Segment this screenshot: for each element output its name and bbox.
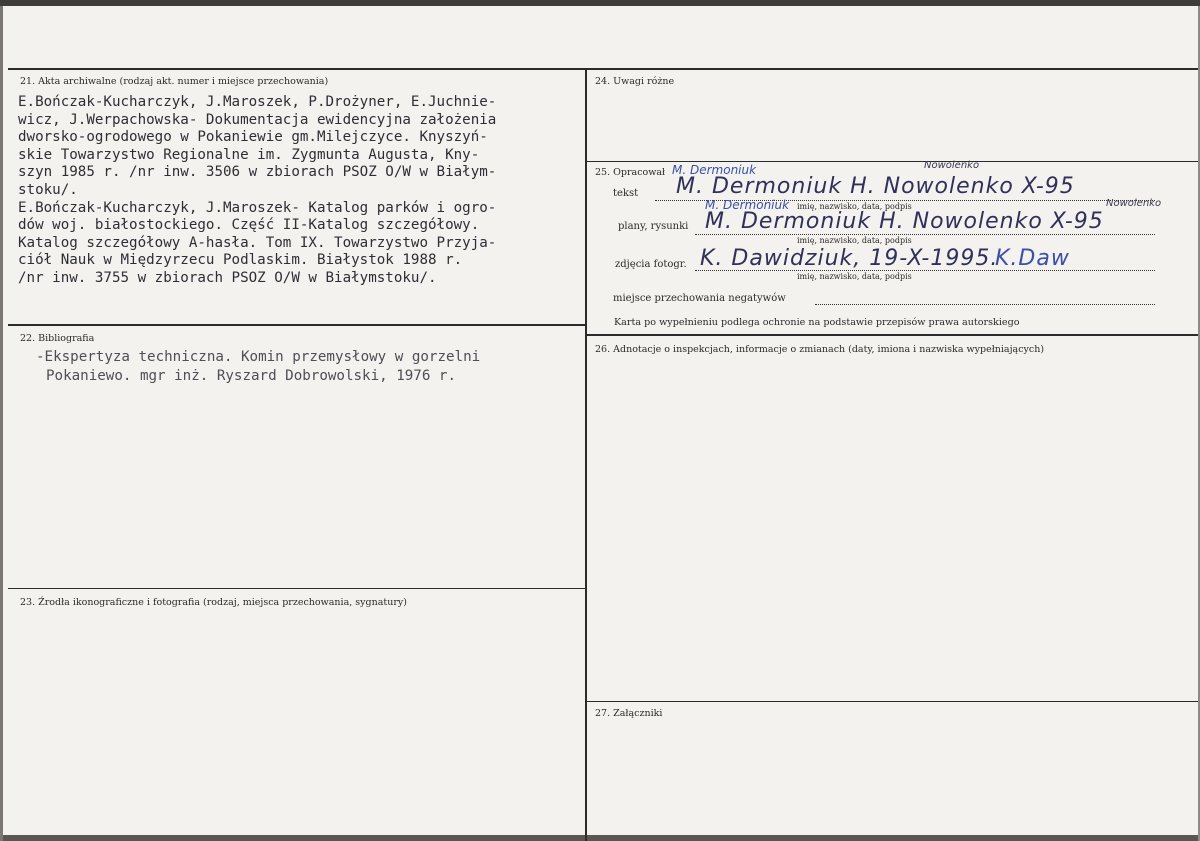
tekst-label: tekst [613,188,639,199]
zdjecia-handwriting: K. Dawidziuk, 19-X-1995. [700,246,999,271]
zdjecia-dotted-line [695,270,1155,271]
section-21-line: wicz, J.Werpachowska- Dokumentacja ewidencyjna założenia [18,111,497,128]
divider-24-25 [587,161,1198,162]
section-21-line: stoku/. [18,182,78,198]
section-21-line: dworsko-ogrodowego w Pokaniewie gm.Milejczyce. Knyszyń- [18,129,488,146]
section-21-line: szyn 1985 r. /nr inw. 3506 w zbiorach PSOZ O/W w Białym- [18,164,497,181]
negatywy-dotted-line [815,304,1155,305]
center-divider [585,68,587,841]
plany-dotted-line [695,234,1155,235]
section-24-label: 24. Uwagi różne [595,76,675,87]
section-21-line: ciół Nauk w Międzyrzecu Podlaskim. Białystok 1988 r. [18,252,463,269]
section-22-label: 22. Bibliografia [20,333,95,344]
copyright-notice: Karta po wypełnieniu podlega ochronie na podstawie przepisów prawa autorskiego [614,317,1020,328]
section-27-label: 27. Załączniki [595,708,663,719]
section-21-line: E.Bończak-Kucharczyk, J.Maroszek, P.Drożyner, E.Juchnie- [18,94,497,110]
section-22-line: -Ekspertyza techniczna. Komin przemysłowy w gorzelni [36,349,481,365]
divider-21-22 [8,324,585,326]
tekst-handwriting: M. Dermoniuk H. Nowolenko X-95 [676,174,1075,199]
zdjecia-label: zdjęcia fotogr. [615,259,687,270]
top-rule [8,68,1198,70]
section-21-line: skie Towarzystwo Regionalne im. Zygmunta Augusta, Kny- [18,146,480,163]
plany-handwriting: M. Dermoniuk H. Nowolenko X-95 [705,209,1104,234]
plany-caption: imię, nazwisko, data, podpis [797,236,912,245]
section-21-line: Katalog szczegółowy A-hasła. Tom IX. Towarzystwo Przyja- [18,234,497,251]
divider-25-26 [587,334,1198,336]
tekst-caption: imię, nazwisko, data, podpis [797,202,912,211]
section-21-line: /nr inw. 3755 w zbiorach PSOZ O/W w Białymstoku/. [18,270,437,286]
section-21-label: 21. Akta archiwalne (rodzaj akt. numer i miejsce przechowania) [20,76,329,87]
zdjecia-signature: K.Daw [995,246,1070,271]
tekst-handwriting-above-2: Nowolenko [924,160,980,171]
section-21-line: E.Bończak-Kucharczyk, J.Maroszek- Katalog parków i ogro- [18,199,497,216]
zdjecia-caption: imię, nazwisko, data, podpis [797,272,912,281]
section-26-label: 26. Adnotacje o inspekcjach, informacje o zmianach (daty, imiona i nazwiska wypełniających) [595,344,1045,355]
section-25-label: 25. Opracował [595,167,666,178]
section-23-label: 23. Źrodła ikonograficzne i fotografia (rodzaj, miejsca przechowania, sygnatury) [20,597,407,608]
section-22-line: Pokaniewo. mgr inż. Ryszard Dobrowolski, 1976 r. [46,368,456,384]
section-21-line: dów woj. białostockiego. Część II-Katalog szczegółowy. [18,217,480,234]
plany-handwriting-above: M. Dermoniuk [705,198,790,212]
plany-label: plany, rysunki [618,221,689,232]
tekst-handwriting-above: M. Dermoniuk [672,163,757,177]
divider-26-27 [587,701,1198,702]
scan-edge-left [0,6,3,841]
plany-handwriting-above-2: Nowolenko [1106,198,1162,209]
divider-22-23 [8,588,585,589]
negatywy-label: miejsce przechowania negatywów [613,293,786,304]
